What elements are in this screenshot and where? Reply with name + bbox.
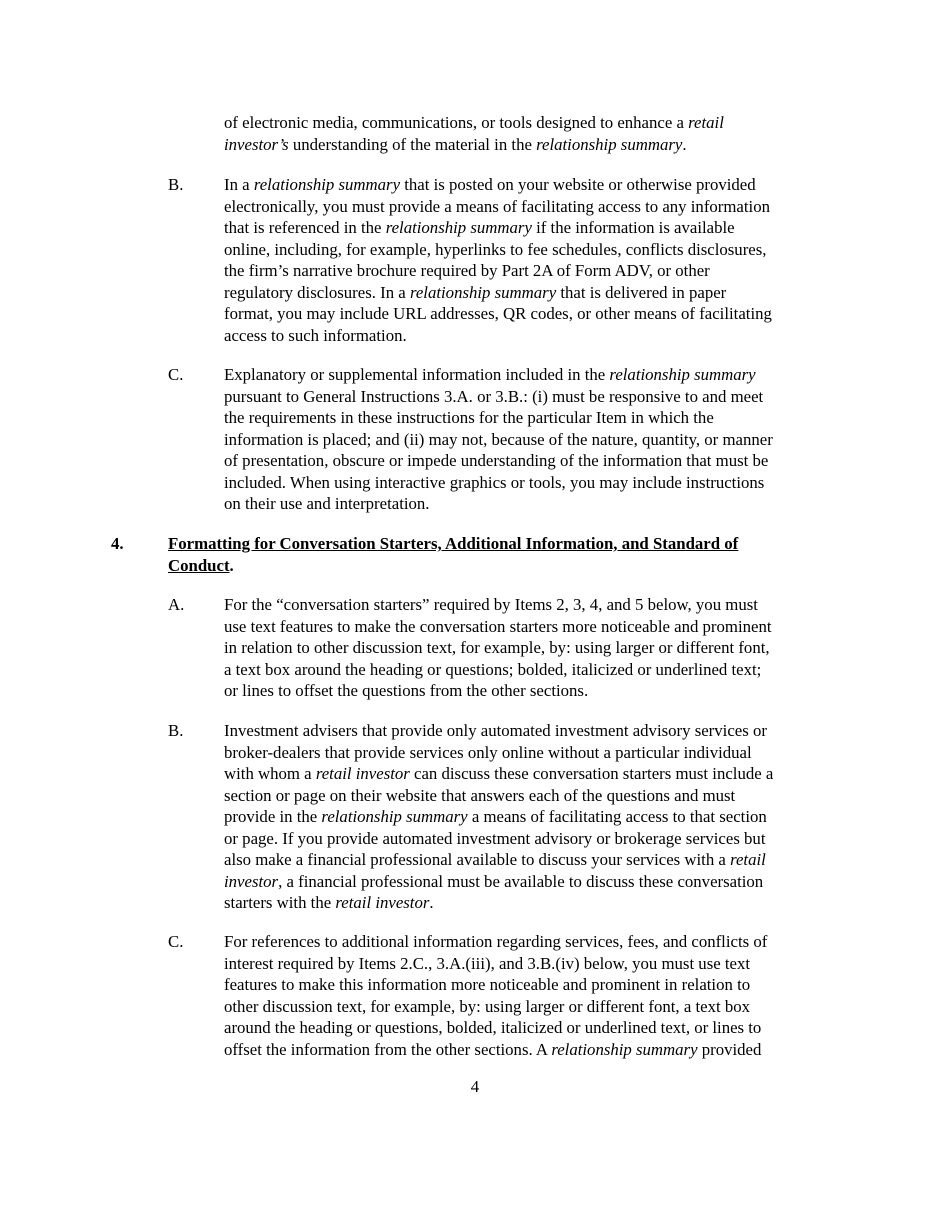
text-line: online, including, for example, hyperlinks to fee schedules, conflicts disclosures, [224, 239, 767, 259]
text: that is delivered in paper [556, 282, 727, 302]
text-line: of presentation, obscure or impede understanding of the information that must be [224, 451, 769, 470]
text: with whom a [224, 764, 316, 783]
text-line: features to make this information more noticeable and prominent in relation to [224, 975, 751, 994]
section-number: 4. [111, 534, 124, 553]
text: In a [224, 175, 254, 194]
text-line: interest required by Items 2.C., 3.A.(iii), and 3.B.(iv) below, you must use text [224, 953, 751, 973]
item-4b-label: B. [168, 721, 184, 740]
text: starters with the [224, 893, 336, 912]
text: . [682, 134, 687, 154]
text-line: other discussion text, for example, by: using larger or different font, a text box [224, 996, 750, 1016]
italic-term: investor [224, 871, 279, 891]
italic-term: retail investor [315, 764, 410, 783]
text: also make a financial professional available to discuss your services with a [224, 850, 731, 869]
italic-term: retail [688, 113, 724, 132]
text: regulatory disclosures. In a [224, 282, 410, 302]
text: that is posted on your website or otherwise provided [400, 175, 756, 194]
text-line: format, you may include URL addresses, QR codes, or other means of facilitating [224, 304, 772, 323]
heading-text: . [229, 555, 234, 575]
italic-term: relationship summary [321, 807, 468, 826]
item-3c-label: C. [168, 365, 184, 384]
text-line: around the heading or questions, bolded, italicized or underlined text, or lines to [224, 1018, 762, 1037]
italic-term: relationship summary [409, 282, 557, 302]
item-3b-label: B. [168, 175, 184, 194]
text-line: electronically, you must provide a means of facilitating access to any information [224, 196, 770, 216]
italic-term: relationship summary [536, 134, 683, 154]
text-line: For the “conversation starters” required by Items 2, 3, 4, and 5 below, you must [224, 595, 758, 614]
heading-text: Formatting for Conversation Starters, Additional Information, and Standard of [168, 534, 739, 553]
text: offset the information from the other sections. A [224, 1039, 552, 1059]
text-line: or page. If you provide automated investment advisory or brokerage services but [224, 828, 766, 848]
text-line: the requirements in these instructions for the particular Item in which the [224, 408, 714, 427]
text-line: the firm’s narrative brochure required by Part 2A of Form ADV, or other [224, 261, 710, 280]
text: Explanatory or supplemental information included in the [224, 365, 610, 384]
text: that is referenced in the [224, 218, 386, 237]
italic-term: relationship summary [253, 175, 401, 194]
item-4a-paragraph [224, 594, 844, 702]
text: provided [697, 1039, 762, 1059]
text: , a financial professional must be available to discuss these conversation [278, 871, 764, 891]
italic-term: relationship summary [551, 1039, 698, 1059]
text-line: broker-dealers that provide services only online without a particular individual [224, 742, 752, 762]
text-line: access to such information. [224, 325, 407, 345]
text-line: included. When using interactive graphics or tools, you may include instructions [224, 472, 765, 492]
text: if the information is available [531, 218, 735, 237]
text: . [429, 893, 434, 912]
item-4a-label: A. [168, 595, 185, 614]
item-3b-paragraph [224, 174, 844, 346]
text-line: section or page on their website that answers each of the questions and must [224, 785, 736, 805]
text-line: on their use and interpretation. [224, 494, 430, 513]
item-4c-paragraph [224, 931, 844, 1060]
text: can discuss these conversation starters must include a [409, 764, 774, 783]
text-line: Investment advisers that provide only automated investment advisory services or [224, 721, 767, 740]
text: provide in the [224, 807, 322, 826]
italic-term: retail [730, 850, 766, 869]
text: understanding of the material in the [288, 134, 537, 154]
text-line: For references to additional information regarding services, fees, and conflicts of [224, 932, 768, 951]
text: of electronic media, communications, or tools designed to enhance a [224, 113, 689, 132]
continuation-paragraph [224, 112, 844, 155]
page-number: 4 [470, 1077, 480, 1096]
text-line: or lines to offset the questions from the other sections. [224, 681, 589, 700]
item-3c-paragraph [224, 364, 844, 515]
heading-text: Conduct [168, 555, 230, 575]
item-4c-label: C. [168, 932, 184, 951]
text: a means of facilitating access to that section [467, 807, 767, 826]
text-line: in relation to other discussion text, for example, by: using larger or different font, [224, 638, 770, 657]
text-line: use text features to make the conversation starters more noticeable and prominent [224, 616, 772, 636]
text-line: information is placed; and (ii) may not, because of the nature, quantity, or manner [224, 429, 773, 449]
italic-term: investor’s [224, 134, 289, 154]
italic-term: relationship summary [609, 365, 756, 384]
section-heading [168, 533, 848, 576]
italic-term: retail investor [335, 893, 430, 912]
italic-term: relationship summary [385, 218, 532, 237]
text-line: a text box around the heading or questions; bolded, italicized or underlined text; [224, 659, 762, 679]
item-4b-paragraph [224, 720, 844, 914]
text-line: pursuant to General Instructions 3.A. or 3.B.: (i) must be responsive to and meet [224, 386, 764, 406]
